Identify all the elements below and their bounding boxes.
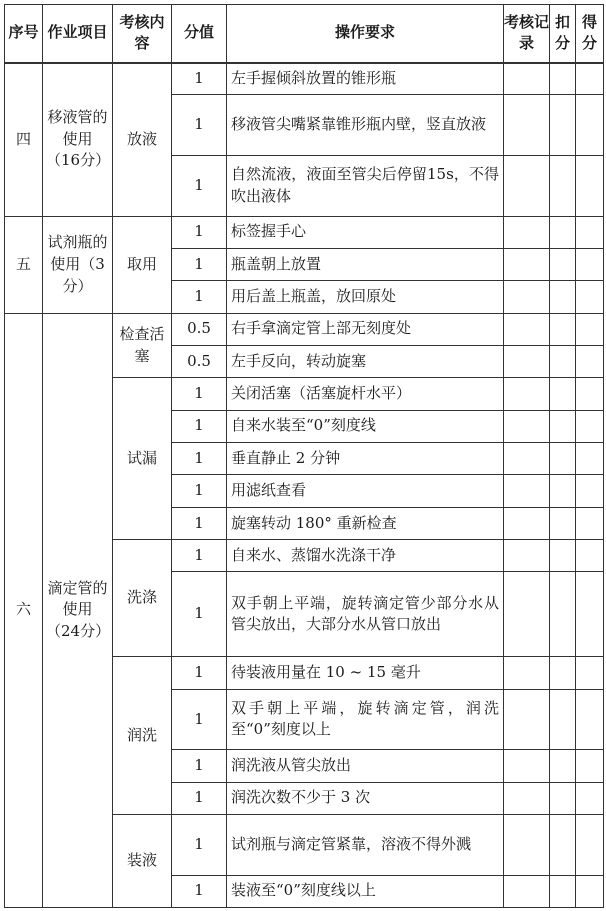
record-cell — [504, 95, 550, 156]
earned-cell — [576, 814, 604, 875]
content-cell: 润洗 — [113, 657, 172, 815]
earned-cell — [576, 346, 604, 378]
requirement-cell: 右手拿滴定管上部无刻度处 — [227, 313, 504, 345]
requirement-cell: 双手朝上平端，旋转滴定管，润洗至“0”刻度以上 — [227, 689, 504, 750]
table-row — [5, 216, 604, 248]
score-cell: 1 — [172, 378, 227, 410]
record-cell — [504, 248, 550, 280]
score-cell: 1 — [172, 782, 227, 814]
requirement-cell: 双手朝上平端，旋转滴定管少部分水从管尖放出，大部分水从管口放出 — [227, 572, 504, 657]
record-cell — [504, 410, 550, 442]
header-requirement: 操作要求 — [227, 5, 504, 63]
header-seq: 序号 — [5, 5, 43, 63]
requirement-cell: 关闭活塞（活塞旋杆水平） — [227, 378, 504, 410]
assessment-table — [4, 4, 604, 908]
deduct-cell — [550, 443, 576, 475]
deduct-cell — [550, 95, 576, 156]
earned-cell — [576, 540, 604, 572]
requirement-cell: 标签握手心 — [227, 216, 504, 248]
score-cell: 1 — [172, 95, 227, 156]
score-cell: 1 — [172, 443, 227, 475]
deduct-cell — [550, 875, 576, 907]
score-cell: 1 — [172, 63, 227, 95]
requirement-cell: 润洗液从管尖放出 — [227, 750, 504, 782]
requirement-cell: 左手反向，转动旋塞 — [227, 346, 504, 378]
requirement-cell: 装液至“0”刻度线以上 — [227, 875, 504, 907]
content-cell: 洗涤 — [113, 540, 172, 657]
record-cell — [504, 689, 550, 750]
requirement-cell: 自然流液，液面至管尖后停留15s，不得吹出液体 — [227, 155, 504, 216]
requirement-cell: 瓶盖朝上放置 — [227, 248, 504, 280]
score-cell: 1 — [172, 689, 227, 750]
earned-cell — [576, 63, 604, 95]
deduct-cell — [550, 313, 576, 345]
deduct-cell — [550, 689, 576, 750]
requirement-cell: 待装液用量在 10 ~ 15 毫升 — [227, 657, 504, 689]
deduct-cell — [550, 475, 576, 507]
earned-cell — [576, 155, 604, 216]
requirement-cell: 移液管尖嘴紧靠锥形瓶内壁，竖直放液 — [227, 95, 504, 156]
record-cell — [504, 507, 550, 539]
score-cell: 1 — [172, 507, 227, 539]
record-cell — [504, 313, 550, 345]
requirement-cell: 自来水装至“0”刻度线 — [227, 410, 504, 442]
requirement-cell: 用滤纸查看 — [227, 475, 504, 507]
requirement-cell: 试剂瓶与滴定管紧靠，溶液不得外溅 — [227, 814, 504, 875]
content-cell: 取用 — [113, 216, 172, 313]
score-cell: 1 — [172, 750, 227, 782]
earned-cell — [576, 475, 604, 507]
record-cell — [504, 875, 550, 907]
earned-cell — [576, 378, 604, 410]
seq-cell: 五 — [5, 216, 43, 313]
record-cell — [504, 540, 550, 572]
record-cell — [504, 657, 550, 689]
requirement-cell: 左手握倾斜放置的锥形瓶 — [227, 63, 504, 95]
requirement-cell: 旋塞转动 180° 重新检查 — [227, 507, 504, 539]
score-cell: 1 — [172, 248, 227, 280]
header-record: 考核记录 — [504, 5, 550, 63]
deduct-cell — [550, 750, 576, 782]
deduct-cell — [550, 378, 576, 410]
deduct-cell — [550, 814, 576, 875]
item-cell: 移液管的使用（16分） — [43, 63, 113, 217]
score-cell: 1 — [172, 572, 227, 657]
score-cell: 0.5 — [172, 313, 227, 345]
earned-cell — [576, 95, 604, 156]
earned-cell — [576, 782, 604, 814]
table-row — [5, 313, 604, 345]
earned-cell — [576, 572, 604, 657]
earned-cell — [576, 750, 604, 782]
score-cell: 1 — [172, 475, 227, 507]
deduct-cell — [550, 346, 576, 378]
record-cell — [504, 572, 550, 657]
earned-cell — [576, 875, 604, 907]
deduct-cell — [550, 63, 576, 95]
earned-cell — [576, 248, 604, 280]
seq-cell: 六 — [5, 313, 43, 907]
header-content: 考核内容 — [113, 5, 172, 63]
item-cell: 滴定管的使用（24分） — [43, 313, 113, 907]
seq-cell: 四 — [5, 63, 43, 217]
deduct-cell — [550, 540, 576, 572]
header-item: 作业项目 — [43, 5, 113, 63]
earned-cell — [576, 216, 604, 248]
content-cell: 检查活塞 — [113, 313, 172, 378]
record-cell — [504, 63, 550, 95]
deduct-cell — [550, 782, 576, 814]
score-cell: 1 — [172, 216, 227, 248]
header-score: 分值 — [172, 5, 227, 63]
record-cell — [504, 782, 550, 814]
item-cell: 试剂瓶的使用（3分） — [43, 216, 113, 313]
requirement-cell: 用后盖上瓶盖，放回原处 — [227, 281, 504, 313]
record-cell — [504, 750, 550, 782]
score-cell: 1 — [172, 875, 227, 907]
earned-cell — [576, 657, 604, 689]
header-earned: 得分 — [576, 5, 604, 63]
record-cell — [504, 814, 550, 875]
score-cell: 1 — [172, 657, 227, 689]
record-cell — [504, 443, 550, 475]
record-cell — [504, 475, 550, 507]
score-cell: 1 — [172, 540, 227, 572]
earned-cell — [576, 507, 604, 539]
earned-cell — [576, 410, 604, 442]
content-cell: 装液 — [113, 814, 172, 907]
record-cell — [504, 281, 550, 313]
earned-cell — [576, 443, 604, 475]
earned-cell — [576, 281, 604, 313]
score-cell: 1 — [172, 814, 227, 875]
content-cell: 放液 — [113, 63, 172, 217]
record-cell — [504, 378, 550, 410]
deduct-cell — [550, 155, 576, 216]
requirement-cell: 垂直静止 2 分钟 — [227, 443, 504, 475]
record-cell — [504, 346, 550, 378]
score-cell: 1 — [172, 281, 227, 313]
deduct-cell — [550, 572, 576, 657]
score-cell: 1 — [172, 155, 227, 216]
deduct-cell — [550, 410, 576, 442]
deduct-cell — [550, 507, 576, 539]
deduct-cell — [550, 248, 576, 280]
record-cell — [504, 155, 550, 216]
content-cell: 试漏 — [113, 378, 172, 540]
earned-cell — [576, 313, 604, 345]
requirement-cell: 润洗次数不少于 3 次 — [227, 782, 504, 814]
requirement-cell: 自来水、蒸馏水洗涤干净 — [227, 540, 504, 572]
deduct-cell — [550, 657, 576, 689]
record-cell — [504, 216, 550, 248]
earned-cell — [576, 689, 604, 750]
score-cell: 0.5 — [172, 346, 227, 378]
score-cell: 1 — [172, 410, 227, 442]
header-deduct: 扣分 — [550, 5, 576, 63]
deduct-cell — [550, 281, 576, 313]
deduct-cell — [550, 216, 576, 248]
table-row — [5, 63, 604, 95]
